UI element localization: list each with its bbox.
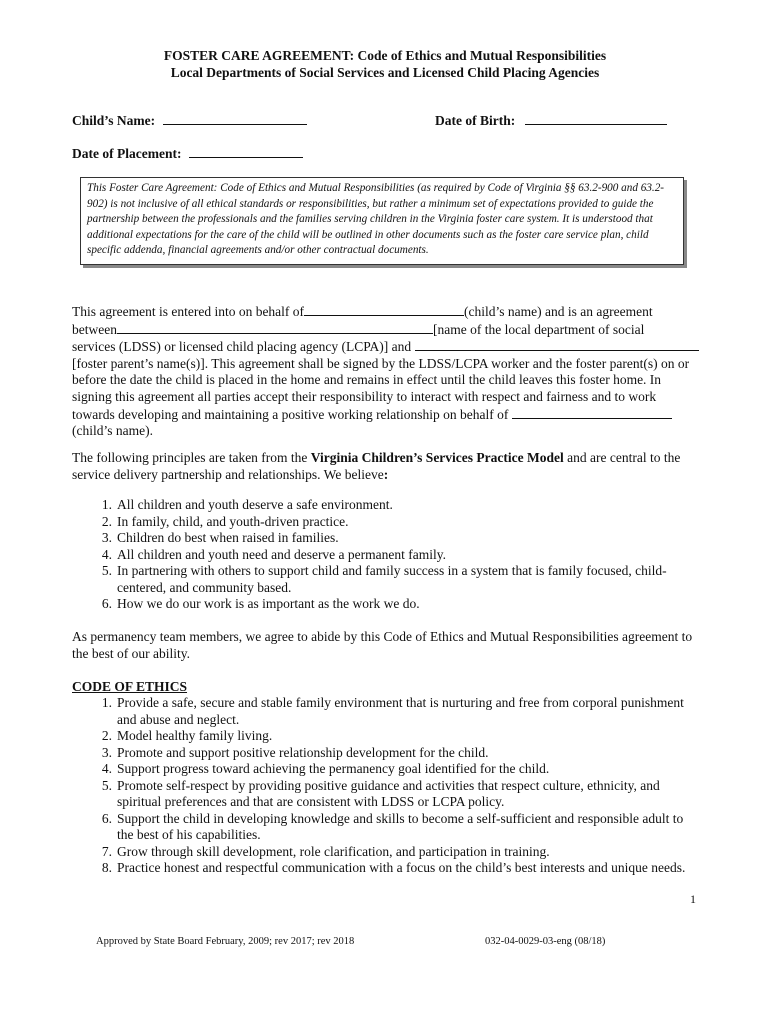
practice-model-name: Virginia Children’s Services Practice Model	[310, 450, 564, 465]
list-item-text: In family, child, and youth-driven practice.	[117, 513, 349, 529]
principles-colon: :	[383, 466, 389, 482]
agreement-text: This agreement is entered into on behalf of	[72, 304, 305, 319]
list-item-text: All children and youth need and deserve a permanent family.	[117, 546, 447, 562]
child-name-inline-blank-2[interactable]	[512, 406, 672, 419]
document-title: FOSTER CARE AGREEMENT: Code of Ethics and Mutual Responsibilities	[163, 48, 607, 63]
list-item	[72, 695, 702, 728]
child-name-field	[72, 112, 307, 129]
principles-intro	[72, 450, 702, 483]
dob-label: Date of Birth:	[435, 113, 516, 128]
agreement-text: [name of the local department of social	[432, 321, 645, 337]
code-of-ethics-heading: CODE OF ETHICS	[72, 679, 188, 694]
list-item-text: Practice honest and respectful communication with a focus on the child’s best interests and unique needs.	[117, 860, 686, 875]
list-item-number: 2.	[101, 513, 112, 529]
list-item-number: 4.	[101, 761, 112, 776]
agreement-text: services (LDSS) or licensed child placing agency (LCPA)] and	[72, 339, 412, 355]
placement-date-field	[72, 145, 303, 162]
list-item-text: Support progress toward achieving the permanency goal identified for the child.	[117, 761, 550, 776]
list-item-text: Promote and support positive relationship development for the child.	[117, 744, 489, 760]
list-item-number: 7.	[101, 843, 112, 859]
list-item-number: 2.	[101, 728, 112, 743]
list-item	[72, 563, 702, 596]
dob-field	[435, 112, 667, 129]
list-item-text: Provide a safe, secure and stable family environment that is nurturing and free from corporal punishment and abuse and neglect.	[117, 695, 684, 727]
list-item-number: 6.	[101, 596, 112, 611]
child-name-inline-blank[interactable]	[304, 303, 464, 316]
agreement-paragraph	[72, 303, 702, 440]
agreement-text: [foster parent’s name(s)]. This agreement shall be signed by the LDSS/LCPA worker and the foster parent(s) on or before the date the child is placed in the home and remains in effect until the child leaves this foster home. In signing this agreement all parties accept their responsibility to interact with respect and fairness and to work towards developing and maintaining a positive working relationship on behalf of	[72, 355, 690, 422]
principles-intro-text: and are central to the service delivery partnership and relationships. We believe	[72, 450, 681, 482]
list-item	[72, 497, 702, 514]
list-item	[72, 778, 702, 811]
list-item-number: 1.	[101, 497, 112, 512]
notice-text: This Foster Care Agreement: Code of Ethics and Mutual Responsibilities (as required by Code of Virginia §§ 63.2-900 and 63.2-902) is not inclusive of all ethical standards or responsibilities, but rather a minimum set of expectations provided to guide the partnership between the professionals and the families serving children in the Virginia foster care system. It is understood that additional expectations for the care of the child will be outlined in other documents such as the foster care service plan, child specific addenda, financial agreements and/or other contractual documents.	[87, 182, 665, 256]
list-item-text: Support the child in developing knowledge and skills to become a self-sufficient and responsible adult to the best of his capabilities.	[117, 810, 684, 842]
list-item	[72, 514, 702, 531]
agreement-text: between	[72, 321, 117, 337]
list-item-text: Grow through skill development, role clarification, and participation in training.	[117, 843, 550, 859]
list-item-text: Model healthy family living.	[117, 728, 273, 743]
list-item-text: Children do best when raised in families.	[117, 530, 339, 545]
list-item-number: 6.	[101, 810, 112, 826]
form-id-footer: 032-04-0029-03-eng (08/18)	[485, 936, 606, 947]
approval-footer: Approved by State Board February, 2009; rev 2017; rev 2018	[96, 936, 355, 947]
list-item-text: How we do our work is as important as the work we do.	[117, 596, 420, 611]
list-item-number: 1.	[101, 695, 112, 710]
list-item	[72, 860, 702, 877]
commitment-paragraph: As permanency team members, we agree to abide by this Code of Ethics and Mutual Responsibilities agreement to the best of our ability.	[72, 629, 693, 661]
list-item	[72, 745, 702, 762]
list-item	[72, 596, 702, 613]
page-number: 1	[690, 892, 696, 906]
list-item-text: Promote self-respect by providing positive guidance and activities that respect culture, ethnicity, and spiritual preferences and that are consistent with LDSS or LCPA policy.	[117, 777, 660, 809]
list-item-number: 8.	[101, 860, 112, 875]
list-item	[72, 761, 702, 778]
placement-date-blank[interactable]	[189, 145, 303, 158]
list-item-number: 5.	[101, 777, 112, 793]
list-item-text: In partnering with others to support child and family success in a system that is family focused, child-centered, and community based.	[117, 563, 667, 595]
list-item	[72, 530, 702, 547]
principles-list	[72, 497, 702, 613]
list-item	[72, 547, 702, 564]
list-item-number: 3.	[101, 744, 112, 760]
placement-date-label: Date of Placement:	[72, 146, 182, 161]
ldss-name-blank[interactable]	[117, 321, 433, 334]
list-item-number: 5.	[101, 563, 112, 578]
list-item	[72, 844, 702, 861]
agreement-text: (child’s name) and is an agreement	[464, 304, 653, 319]
list-item	[72, 811, 702, 844]
list-item-text: All children and youth deserve a safe environment.	[117, 497, 393, 512]
list-item	[72, 728, 702, 745]
code-of-ethics-list	[72, 695, 702, 877]
agreement-text: (child’s name).	[72, 423, 153, 439]
notice-box	[80, 177, 684, 265]
principles-intro-text: The following principles are taken from the	[72, 450, 308, 465]
list-item-number: 4.	[101, 546, 112, 562]
foster-parent-blank[interactable]	[415, 338, 699, 351]
document-subtitle: Local Departments of Social Services and Licensed Child Placing Agencies	[170, 65, 600, 80]
dob-blank[interactable]	[525, 112, 667, 125]
list-item-number: 3.	[101, 530, 112, 545]
child-name-blank[interactable]	[163, 112, 307, 125]
child-name-label: Child’s Name:	[72, 113, 156, 128]
